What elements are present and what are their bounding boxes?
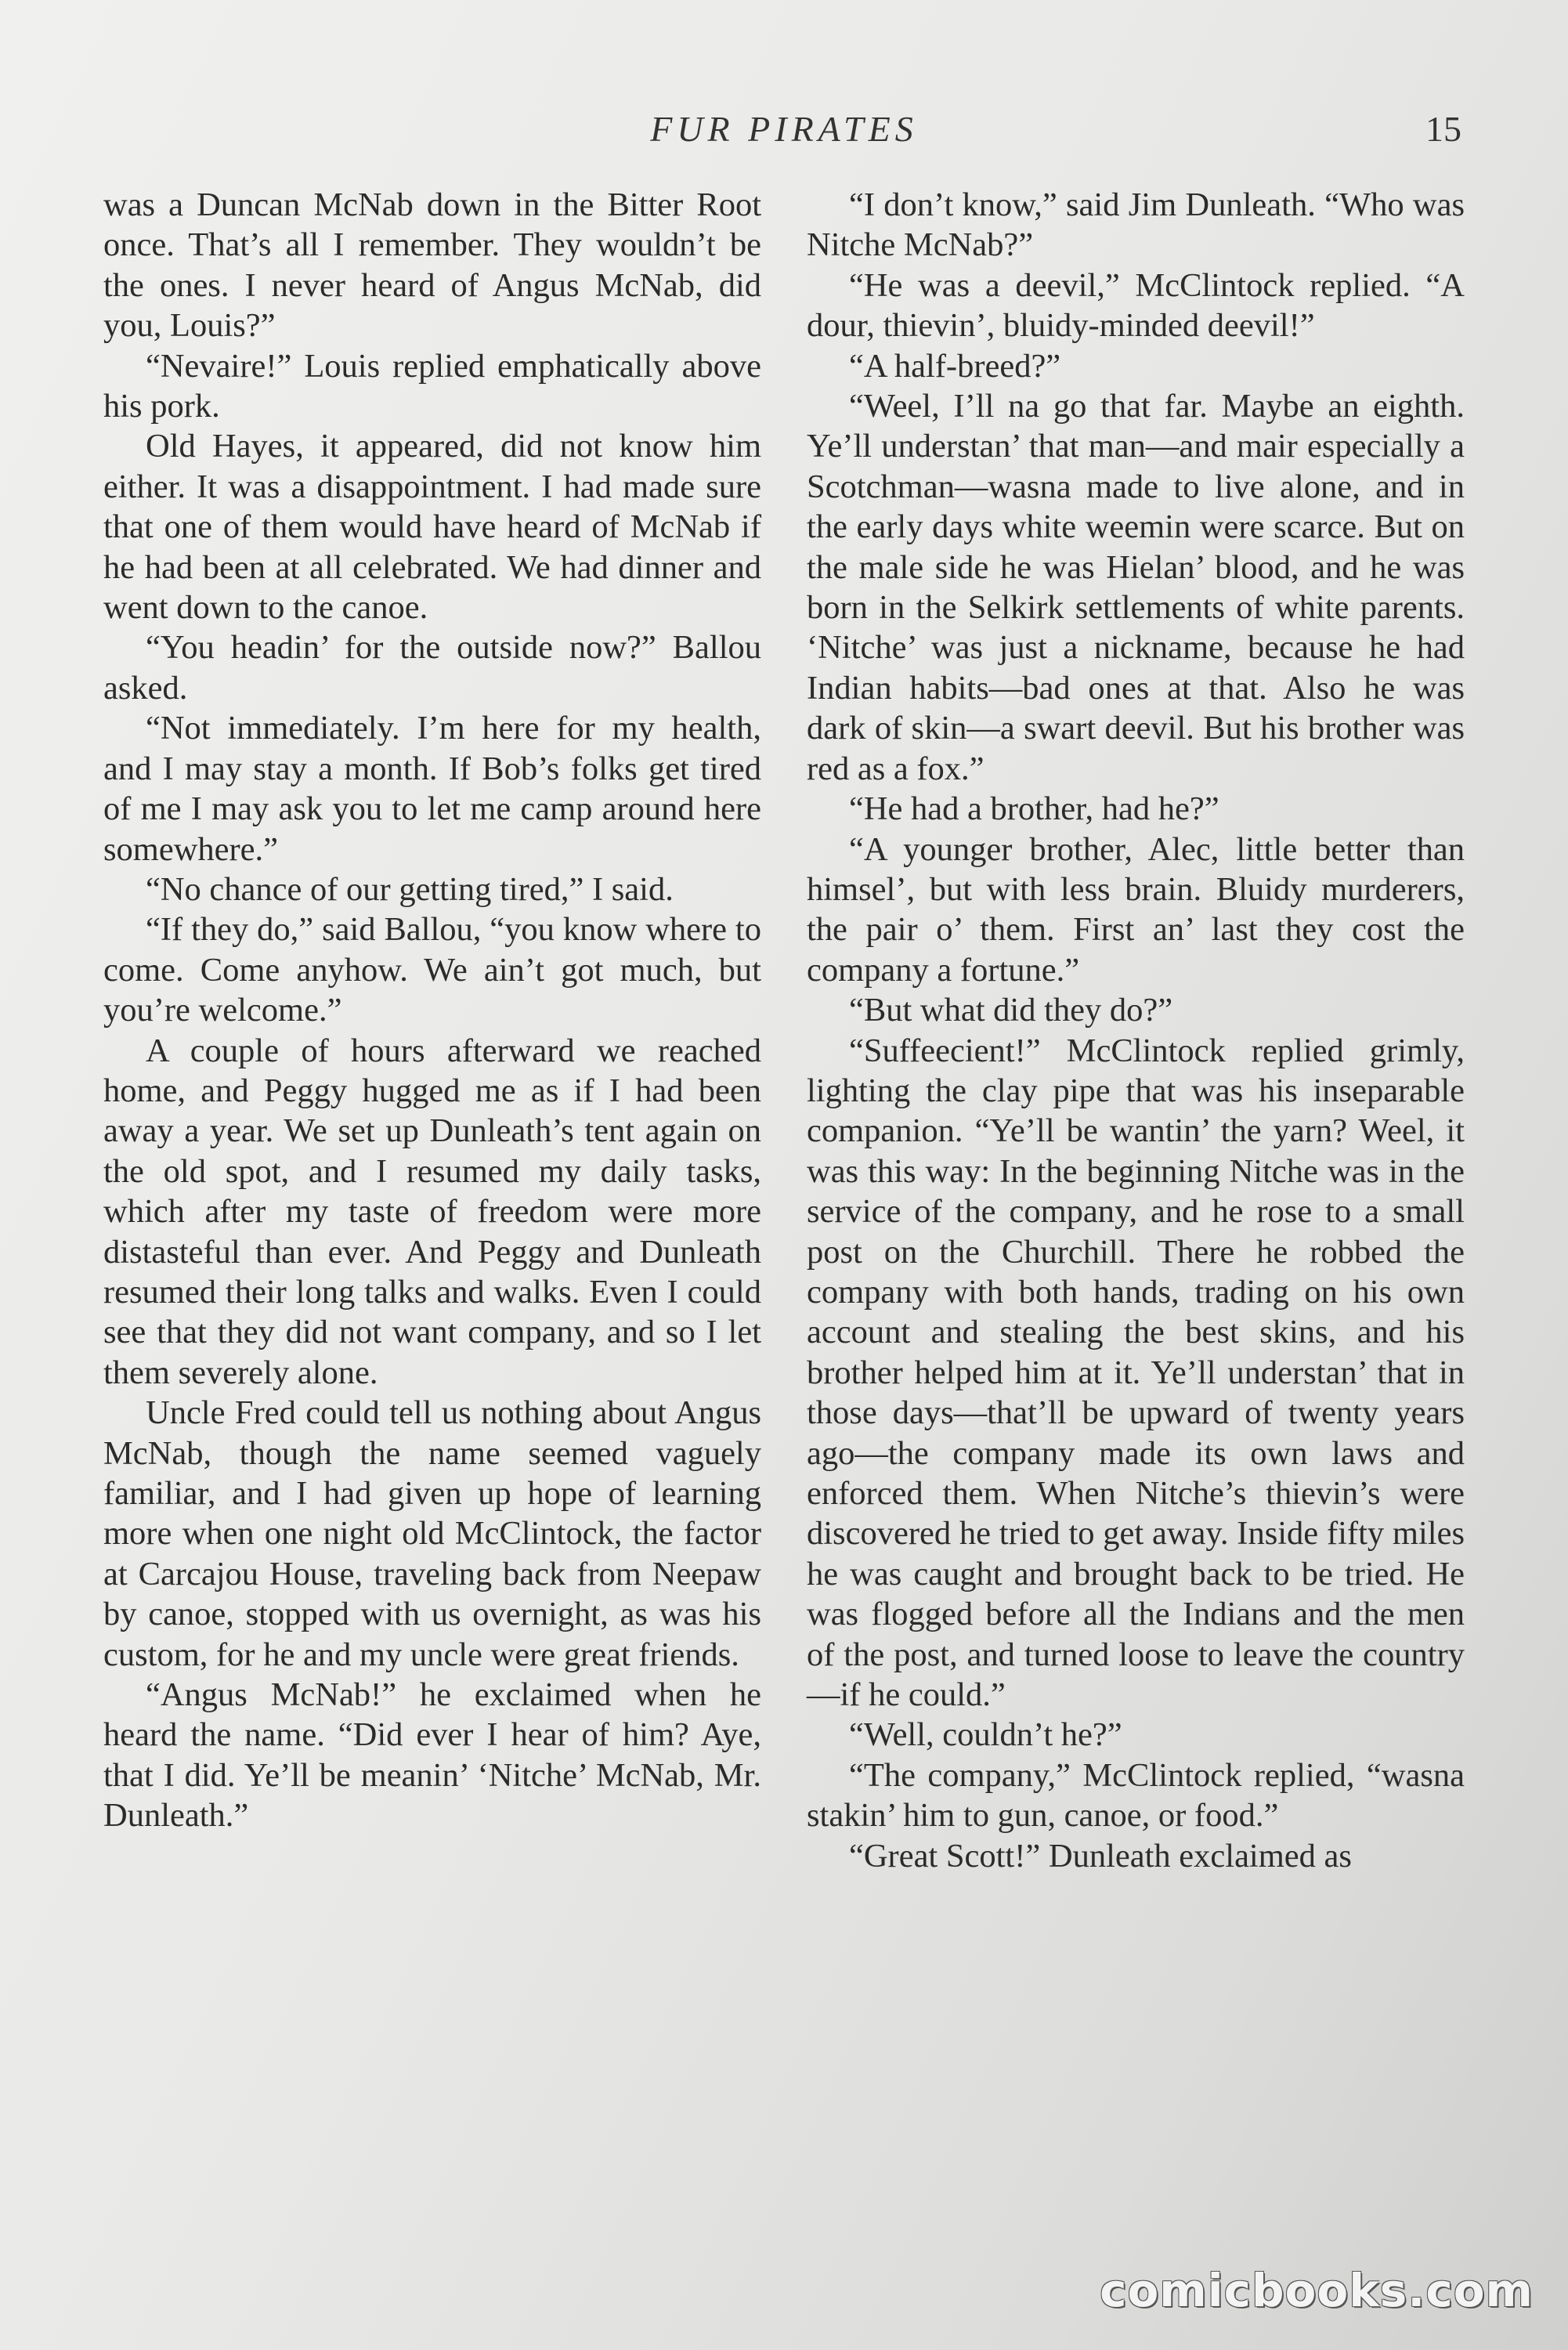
- paragraph: “The company,” McClintock replied, “wasna stakin’ him to gun, canoe, or food.”: [807, 1756, 1465, 1835]
- page-header: [0, 108, 1568, 155]
- left-column: [103, 185, 761, 1836]
- running-title: FUR PIRATES: [650, 109, 918, 149]
- paragraph: “Not immediately. I’m here for my health, and I may stay a month. If Bob’s folks get tired of me I may ask you to let me camp around here somewhere.”: [103, 710, 761, 868]
- paragraph: “Suffeecient!” McClintock replied grimly, lighting the clay pipe that was his inseparable companion. “Ye’ll be wantin’ the yarn? Weel, it was this way: In the beginning Nitche was in the service of the company, and he rose to a small post on the Churchill. There he robbed the company with both hands, trading on his own account and stealing the best skins, and his brother helped him at it. Ye’ll understan’ that in those days—that’ll be upward of twenty years ago—the company made its own laws and enforced them. When Nitche’s thievin’s were discovered he tried to get away. Inside fifty miles he was caught and brought back to be tried. He was flogged before all the Indians and the men of the post, and turned loose to leave the country—if he could.”: [807, 1032, 1465, 1714]
- paragraph: “A younger brother, Alec, little better than himsel’, but with less brain. Bluidy murderers, the pair o’ them. First an’ last they cost the company a fortune.”: [807, 830, 1465, 989]
- paragraph: Uncle Fred could tell us nothing about Angus McNab, though the name seemed vaguely familiar, and I had given up hope of learning more when one night old McClintock, the factor at Carcajou House, traveling back from Neepaw by canoe, stopped with us overnight, as was his custom, for he and my uncle were great friends.: [103, 1394, 761, 1673]
- paragraph: “He had a brother, had he?”: [849, 790, 1219, 828]
- paragraph: “Weel, I’ll na go that far. Maybe an eighth. Ye’ll understan’ that man—and mair especially a Scotchman—wasna made to live alone, and in the early days white weemin were scarce. But on the male side he was Hielan’ blood, and he was born in the Selkirk settlements of white parents. ‘Nitche’ was just a nickname, because he had Indian habits—bad ones at that. Also he was dark of skin—a swart deevil. But his brother was red as a fox.”: [807, 388, 1465, 787]
- paragraph: “If they do,” said Ballou, “you know where to come. Come anyhow. We ain’t got much, but you’re welcome.”: [103, 911, 761, 1029]
- watermark-logo: comicbooks.com: [1100, 2264, 1534, 2317]
- paragraph: “You headin’ for the outside now?” Ballou asked.: [103, 629, 761, 707]
- paragraph: “Nevaire!” Louis replied emphatically above his pork.: [103, 347, 761, 425]
- paragraph: Old Hayes, it appeared, did not know him either. It was a disappointment. I had made sure that one of them would have heard of McNab if he had been at all celebrated. We had dinner and went down to the canoe.: [103, 428, 761, 627]
- paragraph: “I don’t know,” said Jim Dunleath. “Who was Nitche McNab?”: [807, 186, 1465, 264]
- paragraph: “But what did they do?”: [849, 992, 1173, 1029]
- paragraph: “A half-breed?”: [849, 347, 1061, 385]
- paragraph: was a Duncan McNab down in the Bitter Root once. That’s all I remember. They wouldn’t be the ones. I never heard of Angus McNab, did you, Louis?”: [103, 186, 761, 345]
- page-number: 15: [1425, 109, 1461, 149]
- paragraph: “No chance of our getting tired,” I said.: [146, 870, 674, 908]
- paragraph: “He was a deevil,” McClintock replied. “A dour, thievin’, bluidy-minded deevil!”: [807, 266, 1465, 345]
- paragraph: “Angus McNab!” he exclaimed when he heard the name. “Did ever I hear of him? Aye, that I did. Ye’ll be meanin’ ‘Nitche’ McNab, Mr. Dunleath.”: [103, 1676, 761, 1835]
- paragraph: A couple of hours afterward we reached home, and Peggy hugged me as if I had been away a year. We set up Dunleath’s tent again on the old spot, and I resumed my daily tasks, which after my taste of freedom were more distasteful than ever. And Peggy and Dunleath resumed their long talks and walks. Even I could see that they did not want company, and so I let them severely alone.: [103, 1032, 761, 1391]
- right-column: [807, 185, 1465, 1876]
- paragraph: “Great Scott!” Dunleath exclaimed as: [849, 1837, 1352, 1875]
- paragraph: “Well, couldn’t he?”: [849, 1716, 1122, 1754]
